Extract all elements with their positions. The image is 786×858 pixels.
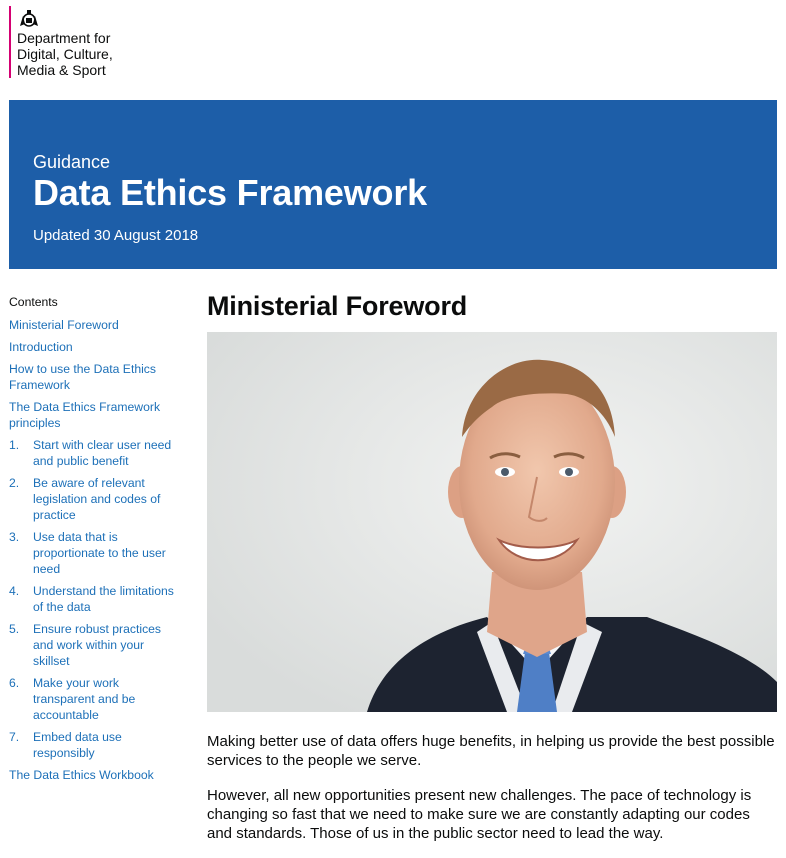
toc-principle-1[interactable] bbox=[9, 437, 181, 469]
toc-principle-label: Embed data use responsibly bbox=[33, 730, 122, 760]
toc-number: 6. bbox=[9, 676, 20, 690]
royal-coat-of-arms-icon bbox=[17, 6, 41, 30]
updated-date: Updated 30 August 2018 bbox=[33, 227, 199, 244]
foreword-paragraph-1: Making better use of data offers huge benefits, in helping us provide the best possible services to the people we serve. bbox=[207, 733, 775, 769]
toc-number: 5. bbox=[9, 622, 20, 636]
toc-number: 7. bbox=[9, 730, 20, 744]
toc-number: 1. bbox=[9, 438, 20, 452]
organisation-name: Department for Digital, Culture, Media & Sport bbox=[17, 30, 113, 78]
page-header-banner bbox=[9, 100, 777, 269]
toc-principle-label: Make your work transparent and be accountable bbox=[33, 676, 136, 722]
toc-link-workbook[interactable]: The Data Ethics Workbook bbox=[9, 768, 154, 782]
toc-principle-label: Understand the limitations of the data bbox=[33, 584, 174, 614]
toc-number: 2. bbox=[9, 476, 20, 490]
toc-principle-6[interactable] bbox=[9, 675, 181, 723]
contents-heading: Contents bbox=[9, 295, 58, 309]
main-content bbox=[207, 290, 777, 842]
toc-link-principles[interactable]: The Data Ethics Framework principles bbox=[9, 400, 161, 430]
document-type-label: Guidance bbox=[33, 152, 111, 172]
toc-link-introduction[interactable]: Introduction bbox=[9, 340, 73, 354]
toc-principle-2[interactable] bbox=[9, 475, 181, 523]
contents-sidebar bbox=[9, 294, 181, 789]
toc-number: 3. bbox=[9, 530, 20, 544]
toc-principle-label: Be aware of relevant legislation and codes of practice bbox=[33, 476, 161, 522]
minister-portrait-photo bbox=[207, 332, 777, 712]
toc-principle-7[interactable] bbox=[9, 729, 181, 761]
section-heading: Ministerial Foreword bbox=[207, 291, 468, 321]
page-title: Data Ethics Framework bbox=[33, 172, 427, 213]
toc-principle-label: Start with clear user need and public benefit bbox=[33, 438, 172, 468]
toc-link-ministerial-foreword[interactable]: Ministerial Foreword bbox=[9, 318, 119, 332]
toc-link-how-to-use[interactable]: How to use the Data Ethics Framework bbox=[9, 362, 156, 392]
foreword-paragraph-2: However, all new opportunities present new challenges. The pace of technology is changing so fast that we need to make sure we are constantly adapting our codes and standards. Those of us in the public sector need to lead the way. bbox=[207, 787, 752, 842]
toc-principle-label: Use data that is proportionate to the user need bbox=[33, 530, 166, 576]
organisation-logo[interactable] bbox=[9, 6, 113, 78]
toc-principle-3[interactable] bbox=[9, 529, 181, 577]
toc-principle-5[interactable] bbox=[9, 621, 181, 669]
toc-number: 4. bbox=[9, 584, 20, 598]
toc-principle-4[interactable] bbox=[9, 583, 181, 615]
portrait-illustration bbox=[207, 332, 777, 712]
toc-principle-label: Ensure robust practices and work within your skillset bbox=[33, 622, 162, 668]
